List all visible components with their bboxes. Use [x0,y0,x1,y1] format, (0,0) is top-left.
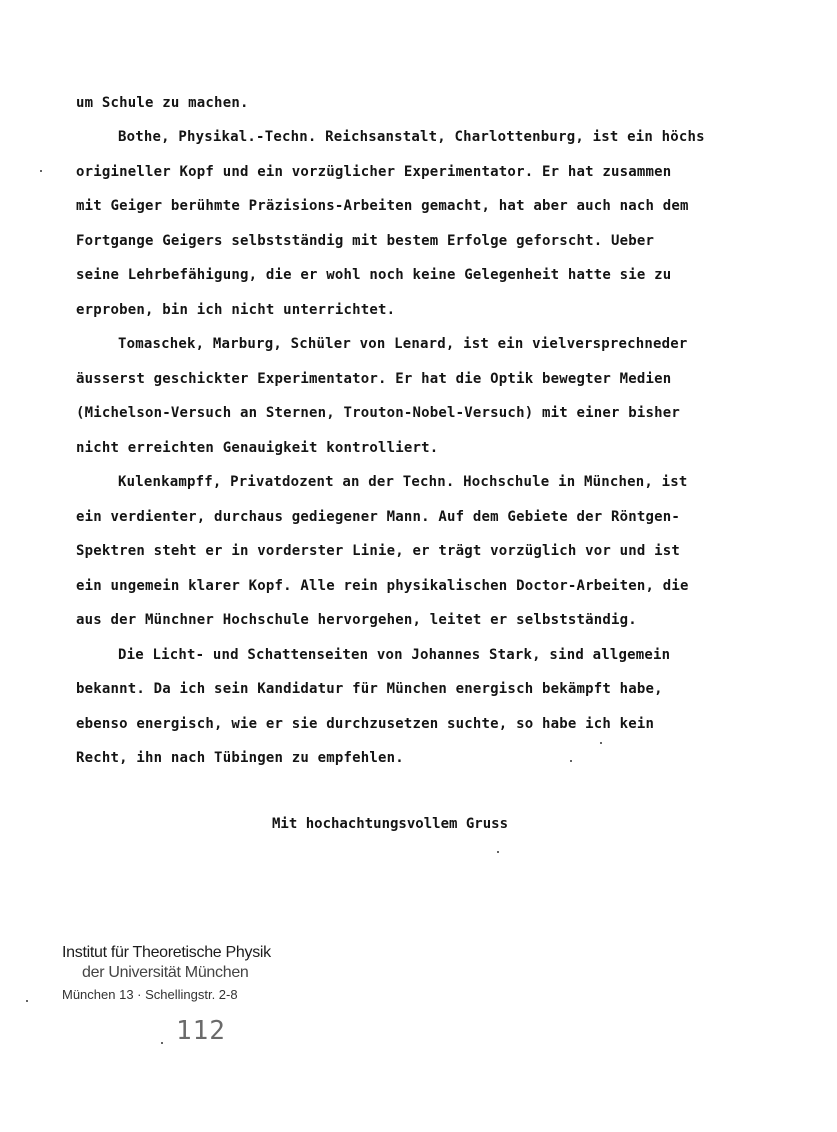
text-line-18: bekannt. Da ich sein Kandidatur für München energisch bekämpft habe, [76,681,663,697]
text-line-3: origineller Kopf und ein vorzüglicher Experimentator. Er hat zusammen [76,164,672,180]
text-line-20: Recht, ihn nach Tübingen zu empfehlen. [76,750,404,766]
scan-speck [161,1042,163,1044]
text-line-1: um Schule zu machen. [76,95,249,111]
text-line-12: Kulenkampff, Privatdozent an der Techn. Hochschule in München, ist [118,474,688,490]
text-line-15: ein ungemein klarer Kopf. Alle rein physikalischen Doctor-Arbeiten, die [76,578,689,594]
scan-speck [600,742,602,744]
text-line-10: (Michelson-Versuch an Sternen, Trouton-Nobel-Versuch) mit einer bisher [76,405,681,421]
text-line-8: Tomaschek, Marburg, Schüler von Lenard, ist ein vielversprechneder [118,336,688,352]
stamp-line-3: München 13 · Schellingstr. 2-8 [62,987,238,1002]
text-line-2: Bothe, Physikal.-Techn. Reichsanstalt, Charlottenburg, ist ein höchs [118,129,705,145]
closing-salutation: Mit hochachtungsvollem Gruss [272,816,509,832]
text-line-6: seine Lehrbefähigung, die er wohl noch keine Gelegenheit hatte sie zu [76,267,672,283]
text-line-19: ebenso energisch, wie er sie durchzusetzen suchte, so habe ich kein [76,716,655,732]
stamp-line-1: Institut für Theoretische Physik [62,944,271,961]
text-line-17: Die Licht- und Schattenseiten von Johannes Stark, sind allgemein [118,647,671,663]
scan-speck [497,851,499,853]
text-line-4: mit Geiger berühmte Präzisions-Arbeiten gemacht, hat aber auch nach dem [76,198,689,214]
text-line-11: nicht erreichten Genauigkeit kontrolliert. [76,440,439,456]
scan-speck [40,170,42,172]
scan-speck [26,1000,28,1002]
text-line-14: Spektren steht er in vorderster Linie, er trägt vorzüglich vor und ist [76,543,681,559]
text-line-13: ein verdienter, durchaus gediegener Mann. Auf dem Gebiete der Röntgen- [76,509,681,525]
text-line-9: äusserst geschickter Experimentator. Er hat die Optik bewegter Medien [76,371,672,387]
stamp-line-2: der Universität München [82,964,249,981]
text-line-16: aus der Münchner Hochschule hervorgehen, leitet er selbstständig. [76,612,637,628]
page-folio-number: 112 [176,1016,226,1046]
scan-speck [570,760,572,762]
text-line-5: Fortgange Geigers selbstständig mit bestem Erfolge geforscht. Ueber [76,233,655,249]
text-line-7: erproben, bin ich nicht unterrichtet. [76,302,396,318]
